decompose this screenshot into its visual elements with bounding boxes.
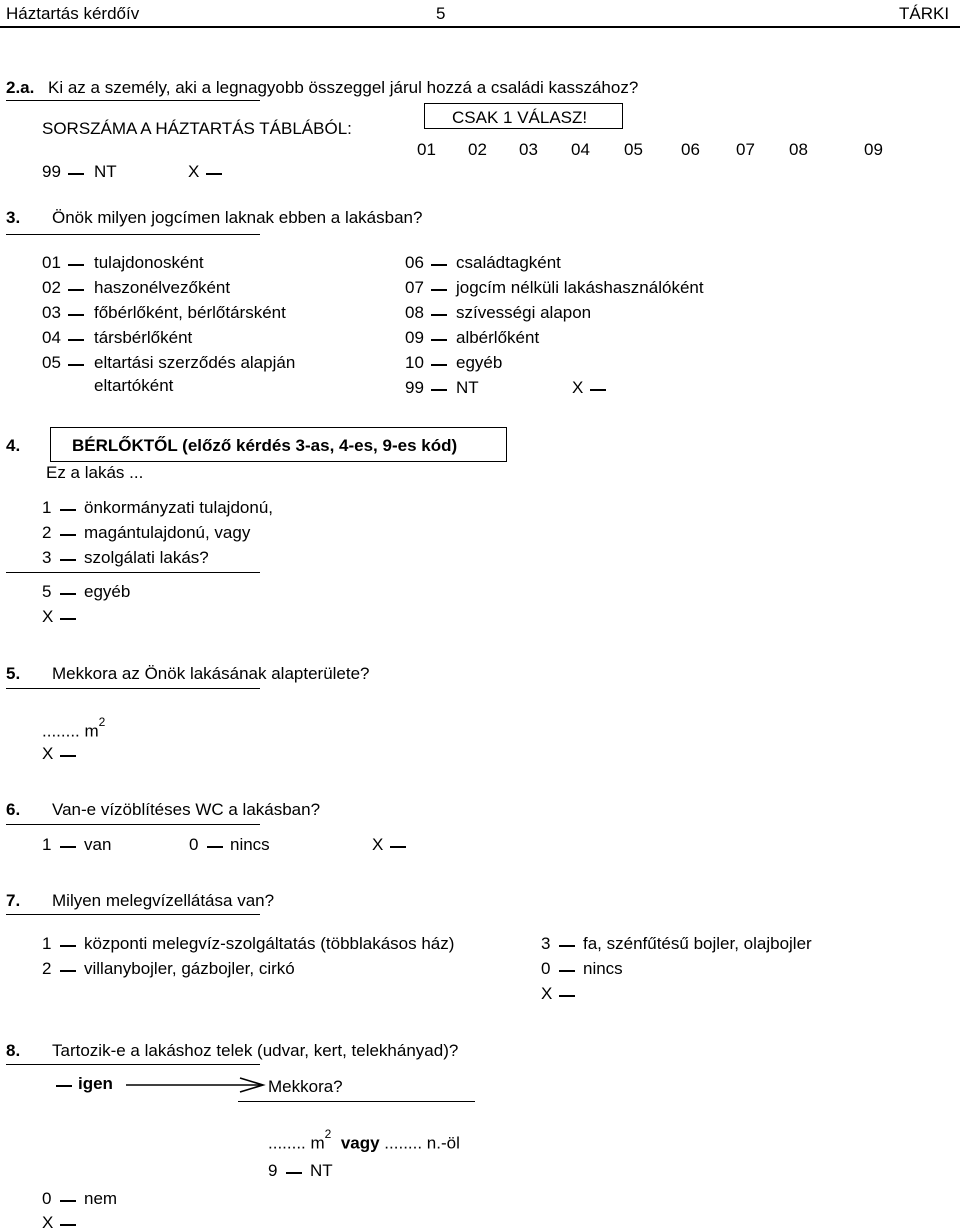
q8-nt-code[interactable]: 9 (268, 1161, 278, 1180)
q8-number: 8. (6, 1041, 21, 1060)
dash (60, 755, 76, 757)
q2a-number: 2.a. (6, 78, 35, 97)
q5-unit-sup: 2 (98, 715, 106, 729)
q3-opt-label: albérlőként (456, 328, 540, 347)
page-header (0, 0, 960, 28)
q7-opt-code[interactable]: 3 (541, 934, 551, 953)
q8-text: Tartozik-e a lakáshoz telek (udvar, kert, telekhányad)? (52, 1041, 459, 1060)
q3-opt-label: szívességi alapon (456, 303, 592, 322)
q8-followup: Mekkora? (268, 1077, 343, 1096)
q3-opt-label: tulajdonosként (94, 253, 204, 272)
q7-number: 7. (6, 891, 21, 910)
dash (431, 364, 447, 366)
dash (68, 289, 84, 291)
q8-nt-label: NT (310, 1161, 333, 1180)
dash (60, 945, 76, 947)
q3-text: Önök milyen jogcímen laknak ebben a lakásban? (52, 208, 423, 227)
q7-opt-code[interactable]: 2 (42, 959, 52, 978)
q7-opt-code[interactable]: 1 (42, 934, 52, 953)
q4-opt-label: szolgálati lakás? (84, 548, 209, 567)
q4-opt-code[interactable]: 2 (42, 523, 52, 542)
dash (60, 970, 76, 972)
q2a-underline (6, 100, 260, 101)
q3-opt-label: eltartási szerződés alapján (94, 353, 296, 372)
q3-number: 3. (6, 208, 21, 227)
q7-x-code[interactable]: X (541, 984, 553, 1003)
dash (68, 364, 84, 366)
q5-answer-field[interactable] (42, 715, 106, 741)
q3-opt-code[interactable]: 02 (42, 278, 61, 297)
q4-opt-code[interactable]: 3 (42, 548, 52, 567)
q7-opt-code[interactable]: 0 (541, 959, 551, 978)
q8-answer-m2: ........ m (268, 1133, 325, 1153)
dash (68, 264, 84, 266)
q4-opt-code[interactable]: 1 (42, 498, 52, 517)
q2a-code-07[interactable]: 07 (736, 140, 755, 159)
q8-no-label: nem (84, 1189, 118, 1208)
dash (559, 970, 575, 972)
q8-yes-option[interactable]: igen (78, 1074, 113, 1093)
q3-underline (6, 234, 260, 235)
page-number: 5 (436, 4, 446, 23)
q4-box-text: BÉRLŐKTŐL (előző kérdés 3-as, 4-es, 9-es kód) (72, 436, 458, 455)
dash (68, 339, 84, 341)
q3-opt-code[interactable]: 99 (405, 378, 424, 397)
q4-divider (6, 572, 260, 573)
q8-answer-nol: ........ n.-öl (384, 1133, 460, 1153)
q2a-code-05[interactable]: 05 (624, 140, 643, 159)
q8-followup-underline (238, 1101, 475, 1102)
q6-underline (6, 824, 260, 825)
q5-number: 5. (6, 664, 21, 683)
dash (60, 618, 76, 620)
q2a-code-03[interactable]: 03 (519, 140, 538, 159)
q2a-code-06[interactable]: 06 (681, 140, 700, 159)
q6-opt-label: van (84, 835, 112, 854)
header-org: TÁRKI (899, 4, 950, 23)
dash (431, 389, 447, 391)
dash (60, 509, 76, 511)
dash (559, 995, 575, 997)
q2a-nt-label: NT (94, 162, 117, 181)
dash (60, 1224, 76, 1226)
dash (431, 314, 447, 316)
q2a-text: Ki az a személy, aki a legnagyobb összeggel járul hozzá a családi kasszához? (48, 78, 639, 97)
q3-opt-code[interactable]: 01 (42, 253, 61, 272)
dash (68, 173, 84, 175)
q7-opt-label: nincs (583, 959, 623, 978)
q2a-code-08[interactable]: 08 (789, 140, 808, 159)
q5-x-code[interactable]: X (42, 744, 54, 763)
q5-text: Mekkora az Önök lakásának alapterülete? (52, 664, 370, 683)
q3-opt-label: főbérlőként, bérlőtársként (94, 303, 286, 322)
q3-opt-code[interactable]: 04 (42, 328, 61, 347)
q8-no-code[interactable]: 0 (42, 1189, 52, 1208)
q6-opt-code[interactable]: 0 (189, 835, 199, 854)
q3-opt-label: családtagként (456, 253, 561, 272)
q4-opt-label: magántulajdonú, vagy (84, 523, 251, 542)
q3-opt-code[interactable]: 07 (405, 278, 424, 297)
dash (431, 289, 447, 291)
q2a-code-04[interactable]: 04 (571, 140, 590, 159)
q5-underline (6, 688, 260, 689)
q7-underline (6, 914, 260, 915)
q2a-code-09[interactable]: 09 (864, 140, 883, 159)
q7-opt-label: fa, szénfűtésű bojler, olajbojler (583, 934, 812, 953)
q3-opt-label: jogcím nélküli lakáshasználóként (456, 278, 704, 297)
dash (60, 1200, 76, 1202)
q4-opt-label: egyéb (84, 582, 131, 601)
q3-opt-code[interactable]: 10 (405, 353, 424, 372)
dash (60, 593, 76, 595)
q8-vagy: vagy (340, 1133, 380, 1153)
q3-opt-code[interactable]: 09 (405, 328, 424, 347)
q4-text: Ez a lakás ... (46, 463, 144, 482)
q8-underline (6, 1064, 260, 1065)
q8-answer-field[interactable] (268, 1127, 460, 1153)
q2a-code-02[interactable]: 02 (468, 140, 487, 159)
q3-opt-code[interactable]: 06 (405, 253, 424, 272)
q6-opt-label: nincs (230, 835, 270, 854)
dash (56, 1085, 72, 1087)
q6-number: 6. (6, 800, 21, 819)
q3-opt-label: egyéb (456, 353, 503, 372)
dash (60, 534, 76, 536)
q4-opt-label: önkormányzati tulajdonú, (84, 498, 274, 517)
dash (207, 846, 223, 848)
q8-unit-sup: 2 (324, 1127, 332, 1141)
q3-opt-label-cont: eltartóként (94, 376, 174, 395)
arrow-right-icon (124, 1076, 266, 1094)
q3-x-code[interactable]: X (572, 378, 584, 397)
q3-opt-code[interactable]: 03 (42, 303, 61, 322)
q6-text: Van-e vízöblítéses WC a lakásban? (52, 800, 321, 819)
q6-opt-code[interactable]: 1 (42, 835, 52, 854)
q3-opt-label: NT (456, 378, 479, 397)
q2a-box-text: CSAK 1 VÁLASZ! (452, 108, 588, 127)
dash (60, 559, 76, 561)
q7-opt-label: központi melegvíz-szolgáltatás (többlakásos ház) (84, 934, 455, 953)
q4-number: 4. (6, 436, 21, 455)
q3-opt-code[interactable]: 08 (405, 303, 424, 322)
q7-opt-label: villanybojler, gázbojler, cirkó (84, 959, 295, 978)
q2a-x-code[interactable]: X (188, 162, 200, 181)
header-title: Háztartás kérdőív (6, 4, 140, 23)
q3-opt-label: haszonélvezőként (94, 278, 231, 297)
dash (286, 1172, 302, 1174)
dash (559, 945, 575, 947)
q2a-nt-code[interactable]: 99 (42, 162, 61, 181)
q8-x-code[interactable]: X (42, 1213, 54, 1232)
dash (590, 389, 606, 391)
q4-opt-code[interactable]: 5 (42, 582, 52, 601)
q7-text: Milyen melegvízellátása van? (52, 891, 275, 910)
q2a-code-01[interactable]: 01 (417, 140, 436, 159)
q3-opt-code[interactable]: 05 (42, 353, 61, 372)
dash (431, 339, 447, 341)
q3-opt-label: társbérlőként (94, 328, 193, 347)
q5-answer: ........ m (42, 721, 99, 741)
dash (390, 846, 406, 848)
q2a-instruction: SORSZÁMA A HÁZTARTÁS TÁBLÁBÓL: (42, 119, 352, 138)
dash (68, 314, 84, 316)
dash (431, 264, 447, 266)
q4-x-code[interactable]: X (42, 607, 54, 626)
dash (206, 173, 222, 175)
q6-x-code[interactable]: X (372, 835, 384, 854)
dash (60, 846, 76, 848)
